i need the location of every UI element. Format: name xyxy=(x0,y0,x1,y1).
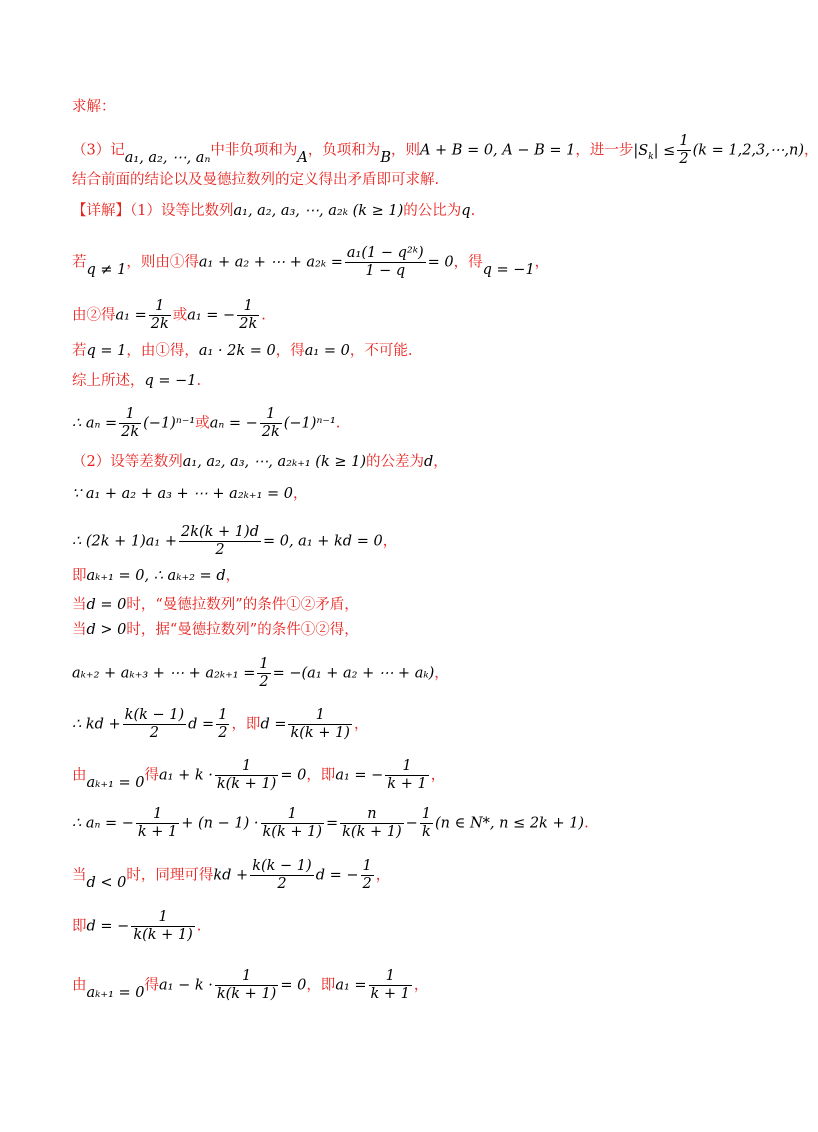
math: aₖ₊₂ + aₖ₊₃ + ⋯ + a₂ₖ₊₁ = xyxy=(72,665,256,682)
denominator: 2 xyxy=(215,542,225,558)
math: a₁, a₂, a₃, ⋯, a₂ₖ₊₁ (k ≥ 1) xyxy=(182,454,366,470)
text: ，则由①得 xyxy=(126,254,199,271)
math: = 0 xyxy=(280,977,307,994)
math: ∴ (2k + 1)a₁ + xyxy=(72,533,177,550)
denominator: 1 − q xyxy=(365,263,406,279)
middle-term xyxy=(72,566,240,586)
fraction xyxy=(361,858,374,893)
math: ∴ aₙ = xyxy=(72,415,118,432)
math: ∴ kd + xyxy=(72,716,121,733)
numerator: n xyxy=(340,806,403,824)
denominator: 2 xyxy=(679,151,689,167)
math: (−1)ⁿ⁻¹ xyxy=(143,415,196,432)
denominator: 2k xyxy=(239,316,258,332)
text: 当 xyxy=(72,622,87,638)
fraction xyxy=(215,968,278,1003)
fraction xyxy=(131,909,194,944)
math: aₖ₊₁ = 0 xyxy=(86,774,145,791)
fraction xyxy=(385,758,428,793)
fraction xyxy=(216,707,229,742)
numerator: 1 xyxy=(679,133,689,149)
math: aₖ₊₁ = 0 xyxy=(86,984,145,1001)
math: a₁ = xyxy=(115,307,147,324)
math xyxy=(633,142,676,162)
math: = 0, a₁ + kd = 0 xyxy=(262,533,383,550)
numerator: 1 xyxy=(136,806,179,824)
text: ，得 xyxy=(453,254,483,271)
math: ∵ a₁ + a₂ + a₃ + ⋯ + a₂ₖ₊₁ = 0 xyxy=(72,486,293,502)
text: 的公比为 xyxy=(403,203,462,219)
fraction xyxy=(149,298,171,333)
case-q-not-1 xyxy=(72,245,549,280)
solve-d-negative xyxy=(72,909,201,944)
text: . xyxy=(196,918,202,935)
math: d = 0 xyxy=(86,597,127,613)
denominator: k + 1 xyxy=(387,776,427,792)
math: q ≠ 1 xyxy=(86,261,127,278)
text: 由②得 xyxy=(72,307,116,324)
denominator: k(k + 1) xyxy=(216,986,277,1002)
math: (n ∈ N*, n ≤ 2k + 1) xyxy=(435,815,585,832)
text: 时，“曼德拉数列”的条件①②矛盾， xyxy=(126,597,359,613)
math: a₁ + k · xyxy=(159,767,213,784)
numerator: k(k − 1) xyxy=(252,858,312,874)
denominator: k(k + 1) xyxy=(133,927,193,943)
text: 得 xyxy=(144,977,159,994)
math: B xyxy=(380,149,391,166)
denominator: k(k + 1) xyxy=(216,776,277,792)
text: 得 xyxy=(144,767,159,784)
solution-intro xyxy=(72,97,116,117)
text: 若 xyxy=(72,343,87,359)
text: ， xyxy=(375,867,391,884)
math: (−1)ⁿ⁻¹ xyxy=(283,415,336,432)
general-term-2 xyxy=(72,806,589,841)
denominator: 2 xyxy=(259,674,269,690)
text: ， xyxy=(292,486,308,502)
math: a₁ · 2k = 0 xyxy=(198,343,276,359)
numerator: k(k − 1) xyxy=(124,707,185,723)
fraction xyxy=(257,656,270,691)
result-a1 xyxy=(72,298,266,333)
math: d xyxy=(424,454,434,470)
fraction xyxy=(261,806,324,841)
denominator: 2k xyxy=(121,424,140,440)
text: 由 xyxy=(72,767,87,784)
text: ，负项和为 xyxy=(307,142,381,159)
case-d-negative xyxy=(72,858,390,893)
math: = xyxy=(325,815,339,832)
numerator: 1 xyxy=(218,707,228,723)
text: ，即 xyxy=(231,716,261,733)
numerator: 1 xyxy=(369,968,412,986)
text: . xyxy=(470,203,476,219)
fraction xyxy=(288,707,351,742)
denominator: k + 1 xyxy=(137,824,178,840)
math: − xyxy=(405,815,418,832)
math: q = −1 xyxy=(482,261,535,278)
denominator: 2k xyxy=(150,316,169,332)
denominator: 2 xyxy=(362,876,372,892)
numerator: 1 xyxy=(385,758,428,776)
math: a₁ = xyxy=(335,977,367,994)
text: 即 xyxy=(72,918,87,935)
math: = 0 xyxy=(280,767,307,784)
detail-part-2 xyxy=(72,452,448,472)
fraction xyxy=(250,858,313,893)
math: d = xyxy=(260,716,287,733)
numerator: 1 xyxy=(261,806,324,824)
text: （2）设等差数列 xyxy=(72,454,183,470)
hint-conclusion xyxy=(72,170,439,190)
text: ， xyxy=(413,977,429,994)
text: ，即 xyxy=(306,767,336,784)
numerator: a₁(1 − q²ᵏ) xyxy=(346,245,424,261)
solve-d xyxy=(72,707,368,742)
fraction xyxy=(677,133,690,168)
text: 当 xyxy=(72,597,87,613)
text: ， xyxy=(433,454,448,470)
math: = 0 xyxy=(427,254,454,271)
numerator: 1 xyxy=(421,806,432,822)
general-term-1 xyxy=(72,406,340,441)
math: a₁ + a₂ + ⋯ + a₂ₖ = xyxy=(198,254,343,271)
solve-a1-positive xyxy=(72,758,445,793)
math-sub: k xyxy=(648,151,654,162)
detail-part-1 xyxy=(72,201,475,221)
math: a₁ − k · xyxy=(159,977,213,994)
solve-a1-negative xyxy=(72,968,428,1003)
numerator: 1 xyxy=(362,858,372,874)
summary-q xyxy=(72,371,201,391)
denominator: k(k + 1) xyxy=(342,824,402,840)
math: A xyxy=(297,149,308,166)
denominator: k xyxy=(422,824,431,840)
text: 时，据“曼德拉数列”的条件①②得， xyxy=(126,622,359,638)
text: ， xyxy=(225,568,241,584)
math: kd + xyxy=(213,867,249,884)
math-part: | ≤ xyxy=(653,142,676,159)
text: ， xyxy=(353,716,369,733)
text: 中非负项和为 xyxy=(210,142,298,159)
math: ∴ aₙ = − xyxy=(72,815,134,832)
math: a₁, a₂, ⋯, aₙ xyxy=(124,149,211,166)
denominator: k + 1 xyxy=(370,986,410,1002)
text: 当 xyxy=(72,867,87,884)
numerator: 1 xyxy=(131,909,194,927)
numerator: 1 xyxy=(215,968,278,986)
hint-part-3 xyxy=(72,133,818,168)
fraction xyxy=(123,707,186,742)
fraction xyxy=(369,968,412,1003)
text: ，进一步 xyxy=(575,142,634,159)
math: (k = 1,2,3,⋯,n) xyxy=(692,142,804,159)
math: a₁ = 0 xyxy=(304,343,350,359)
denominator: 2 xyxy=(149,725,160,741)
fraction xyxy=(340,806,403,841)
math: a₁ = − xyxy=(335,767,384,784)
text: 综上所述， xyxy=(72,373,145,389)
fraction xyxy=(215,758,278,793)
math: d > 0 xyxy=(86,622,127,638)
denominator: k(k + 1) xyxy=(290,725,350,741)
numerator: 1 xyxy=(259,656,269,672)
text: ， xyxy=(534,254,550,271)
math: = −(a₁ + a₂ + ⋯ + aₖ) xyxy=(272,665,435,682)
text: 或 xyxy=(172,307,188,324)
fraction xyxy=(179,524,261,559)
numerator: 2k(k + 1)d xyxy=(180,524,259,540)
math: d = xyxy=(188,716,215,733)
fraction xyxy=(260,406,282,441)
text: . xyxy=(335,415,341,432)
numerator: 1 xyxy=(215,758,278,776)
case-q-equal-1 xyxy=(72,341,412,361)
math: d = − xyxy=(86,918,130,935)
numerator: 1 xyxy=(149,298,171,316)
case-d-zero xyxy=(72,595,359,615)
math: d < 0 xyxy=(86,874,127,891)
fraction xyxy=(136,806,179,841)
text: ， xyxy=(434,665,449,682)
math-part: |S xyxy=(633,142,649,159)
text: 【详解】（1）设等比数列 xyxy=(72,203,234,219)
sum-formula xyxy=(72,524,397,559)
math: A + B = 0, A − B = 1 xyxy=(419,142,576,159)
text: ，由①得， xyxy=(126,343,199,359)
numerator: 1 xyxy=(288,707,351,725)
denominator: 2 xyxy=(277,876,287,892)
math: d = − xyxy=(315,867,359,884)
sum-zero xyxy=(72,484,307,504)
text: 即 xyxy=(72,568,87,584)
math: aₙ = − xyxy=(209,415,258,432)
text: ， xyxy=(430,767,446,784)
text: ，不可能. xyxy=(349,343,413,359)
math: a₁ = − xyxy=(187,307,236,324)
numerator: 1 xyxy=(119,406,141,424)
fraction xyxy=(420,806,433,841)
fraction xyxy=(119,406,141,441)
text: 的公差为 xyxy=(366,454,424,470)
text: 若 xyxy=(72,254,87,271)
text: 由 xyxy=(72,977,87,994)
text: 结合前面的结论以及曼德拉数列的定义得出矛盾即可求解. xyxy=(72,172,440,188)
fraction xyxy=(237,298,259,333)
text: . xyxy=(261,307,266,324)
text: 求解： xyxy=(72,99,116,115)
text: ， xyxy=(803,142,818,159)
math: q = 1 xyxy=(86,343,127,359)
half-sum xyxy=(72,656,449,691)
fraction xyxy=(345,245,426,280)
math: + (n − 1) · xyxy=(181,815,259,832)
denominator: k(k + 1) xyxy=(262,824,322,840)
text: （3）记 xyxy=(72,142,125,159)
numerator: 1 xyxy=(260,406,282,424)
case-d-positive xyxy=(72,620,359,640)
text: 或 xyxy=(195,415,210,432)
text: ，则 xyxy=(390,142,420,159)
text: ， xyxy=(382,533,398,550)
math: q xyxy=(461,203,471,219)
text: . xyxy=(584,815,589,832)
text: ，即 xyxy=(306,977,336,994)
math: aₖ₊₁ = 0, ∴ aₖ₊₂ = d xyxy=(86,568,226,584)
text: ，得 xyxy=(275,343,305,359)
text: . xyxy=(196,373,202,389)
denominator: 2k xyxy=(261,424,280,440)
numerator: 1 xyxy=(237,298,259,316)
denominator: 2 xyxy=(218,725,228,741)
text: 时，同理可得 xyxy=(126,867,214,884)
math: a₁, a₂, a₃, ⋯, a₂ₖ (k ≥ 1) xyxy=(233,203,404,219)
math: q = −1 xyxy=(144,373,197,389)
